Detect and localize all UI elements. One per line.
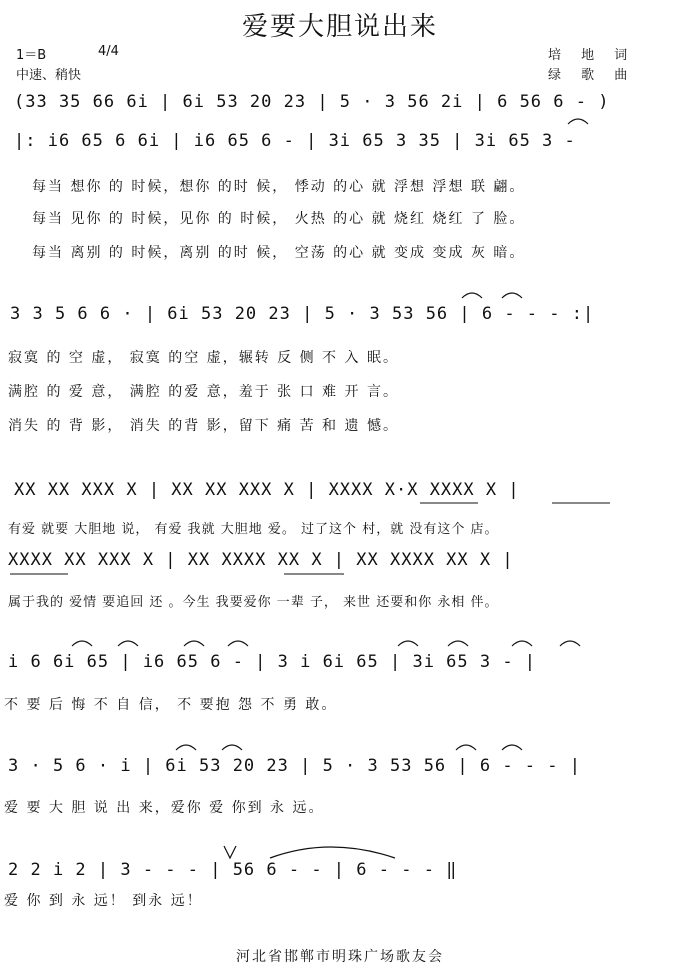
verse1-lyric-line2: 寂寞 的 空 虚， 寂寞 的空 虚，辗转 反 侧 不 入 眠。 bbox=[8, 350, 399, 366]
ending-lyric: 爱 你 到 永 远！ 到永 远！ bbox=[4, 893, 203, 909]
ending-notation: 2 2 i 2 | 3 - - - | 56 6 - - | 6 - - - ‖ bbox=[8, 860, 458, 880]
slur-mark bbox=[72, 641, 92, 646]
rap-lyric-line2: 属于我的 爱情 要追回 还 。今生 我要爱你 一辈 子， 来世 还要和你 永相 伴。 bbox=[8, 595, 499, 610]
intro-notation: (33 35 66 6i | 6i 53 20 23 | 5 · 3 56 2i | 6 56 6 - ) bbox=[14, 92, 610, 112]
verse1-lyric-line1: 每当 想你 的 时候，想你 的时 候， 悸动 的心 就 浮想 浮想 联 翩。 bbox=[32, 179, 526, 195]
composer-credit: 绿 歌 曲 bbox=[548, 68, 636, 83]
chorus-lyric-line1: 不 要 后 悔 不 自 信， 不 要抱 怨 不 勇 敢。 bbox=[4, 697, 338, 713]
slur-mark bbox=[448, 641, 468, 646]
slur-mark bbox=[568, 119, 588, 124]
time-signature: 4/4 bbox=[98, 44, 119, 59]
slur-mark bbox=[228, 641, 248, 646]
verse2-lyric-line2: 满腔 的 爱 意， 满腔 的爱 意，羞于 张 口 难 开 言。 bbox=[8, 384, 399, 400]
verse2-lyric-line1: 每当 见你 的 时候，见你 的 时候， 火热 的心 就 烧红 烧红 了 脸。 bbox=[32, 211, 526, 227]
chorus-lyric-line2: 爱 要 大 胆 说 出 来，爱你 爱 你到 永 远。 bbox=[4, 800, 325, 816]
slur-mark bbox=[502, 293, 522, 298]
slur-mark bbox=[462, 293, 482, 298]
rap-rhythm-line2: XXXX XX XXX X | XX XXXX XX X | XX XXXX XX X | bbox=[8, 550, 514, 570]
slur-mark bbox=[398, 641, 418, 646]
breath-mark bbox=[224, 846, 236, 858]
chorus-notation-line2: 3 · 5 6 · i | 6i 53 20 23 | 5 · 3 53 56 | 6 - - - | bbox=[8, 756, 581, 776]
verse3-lyric-line2: 消失 的 背 影， 消失 的背 影，留下 痛 苦 和 遗 憾。 bbox=[8, 418, 399, 434]
slur-mark bbox=[560, 641, 580, 646]
slur-mark bbox=[456, 745, 476, 750]
publisher-credit: 河北省邯郸市明珠广场歌友会 bbox=[236, 949, 444, 965]
rap-rhythm-line1: XX XX XXX X | XX XX XXX X | XXXX X·X XXXX X | bbox=[14, 480, 520, 500]
slur-mark bbox=[502, 745, 522, 750]
slur-mark bbox=[118, 641, 138, 646]
verse3-lyric-line1: 每当 离别 的 时候，离别 的时 候， 空荡 的心 就 变成 变成 灰 暗。 bbox=[32, 245, 526, 261]
lyricist-credit: 培 地 词 bbox=[548, 48, 636, 63]
tempo-marking: 中速、稍快 bbox=[16, 68, 82, 83]
verse-notation-line1: |: i6 65 6 6i | i6 65 6 - | 3i 65 3 35 | 3i 65 3 - bbox=[14, 131, 576, 151]
song-title: 爱要大胆说出来 bbox=[241, 12, 438, 42]
slur-mark bbox=[176, 745, 196, 750]
slur-mark bbox=[270, 847, 395, 858]
verse-notation-line2: 3 3 5 6 6 · | 6i 53 20 23 | 5 · 3 53 56 | 6 - - - :| bbox=[10, 304, 595, 324]
chorus-notation-line1: i 6 6i 65 | i6 65 6 - | 3 i 6i 65 | 3i 65 3 - | bbox=[8, 652, 537, 672]
slur-mark bbox=[222, 745, 242, 750]
rap-lyric-line1: 有爱 就要 大胆地 说， 有爱 我就 大胆地 爱。 过了这个 村，就 没有这个 店。 bbox=[8, 522, 499, 537]
key-signature: 1＝B bbox=[16, 48, 47, 63]
slur-mark bbox=[184, 641, 204, 646]
slur-mark bbox=[512, 641, 532, 646]
